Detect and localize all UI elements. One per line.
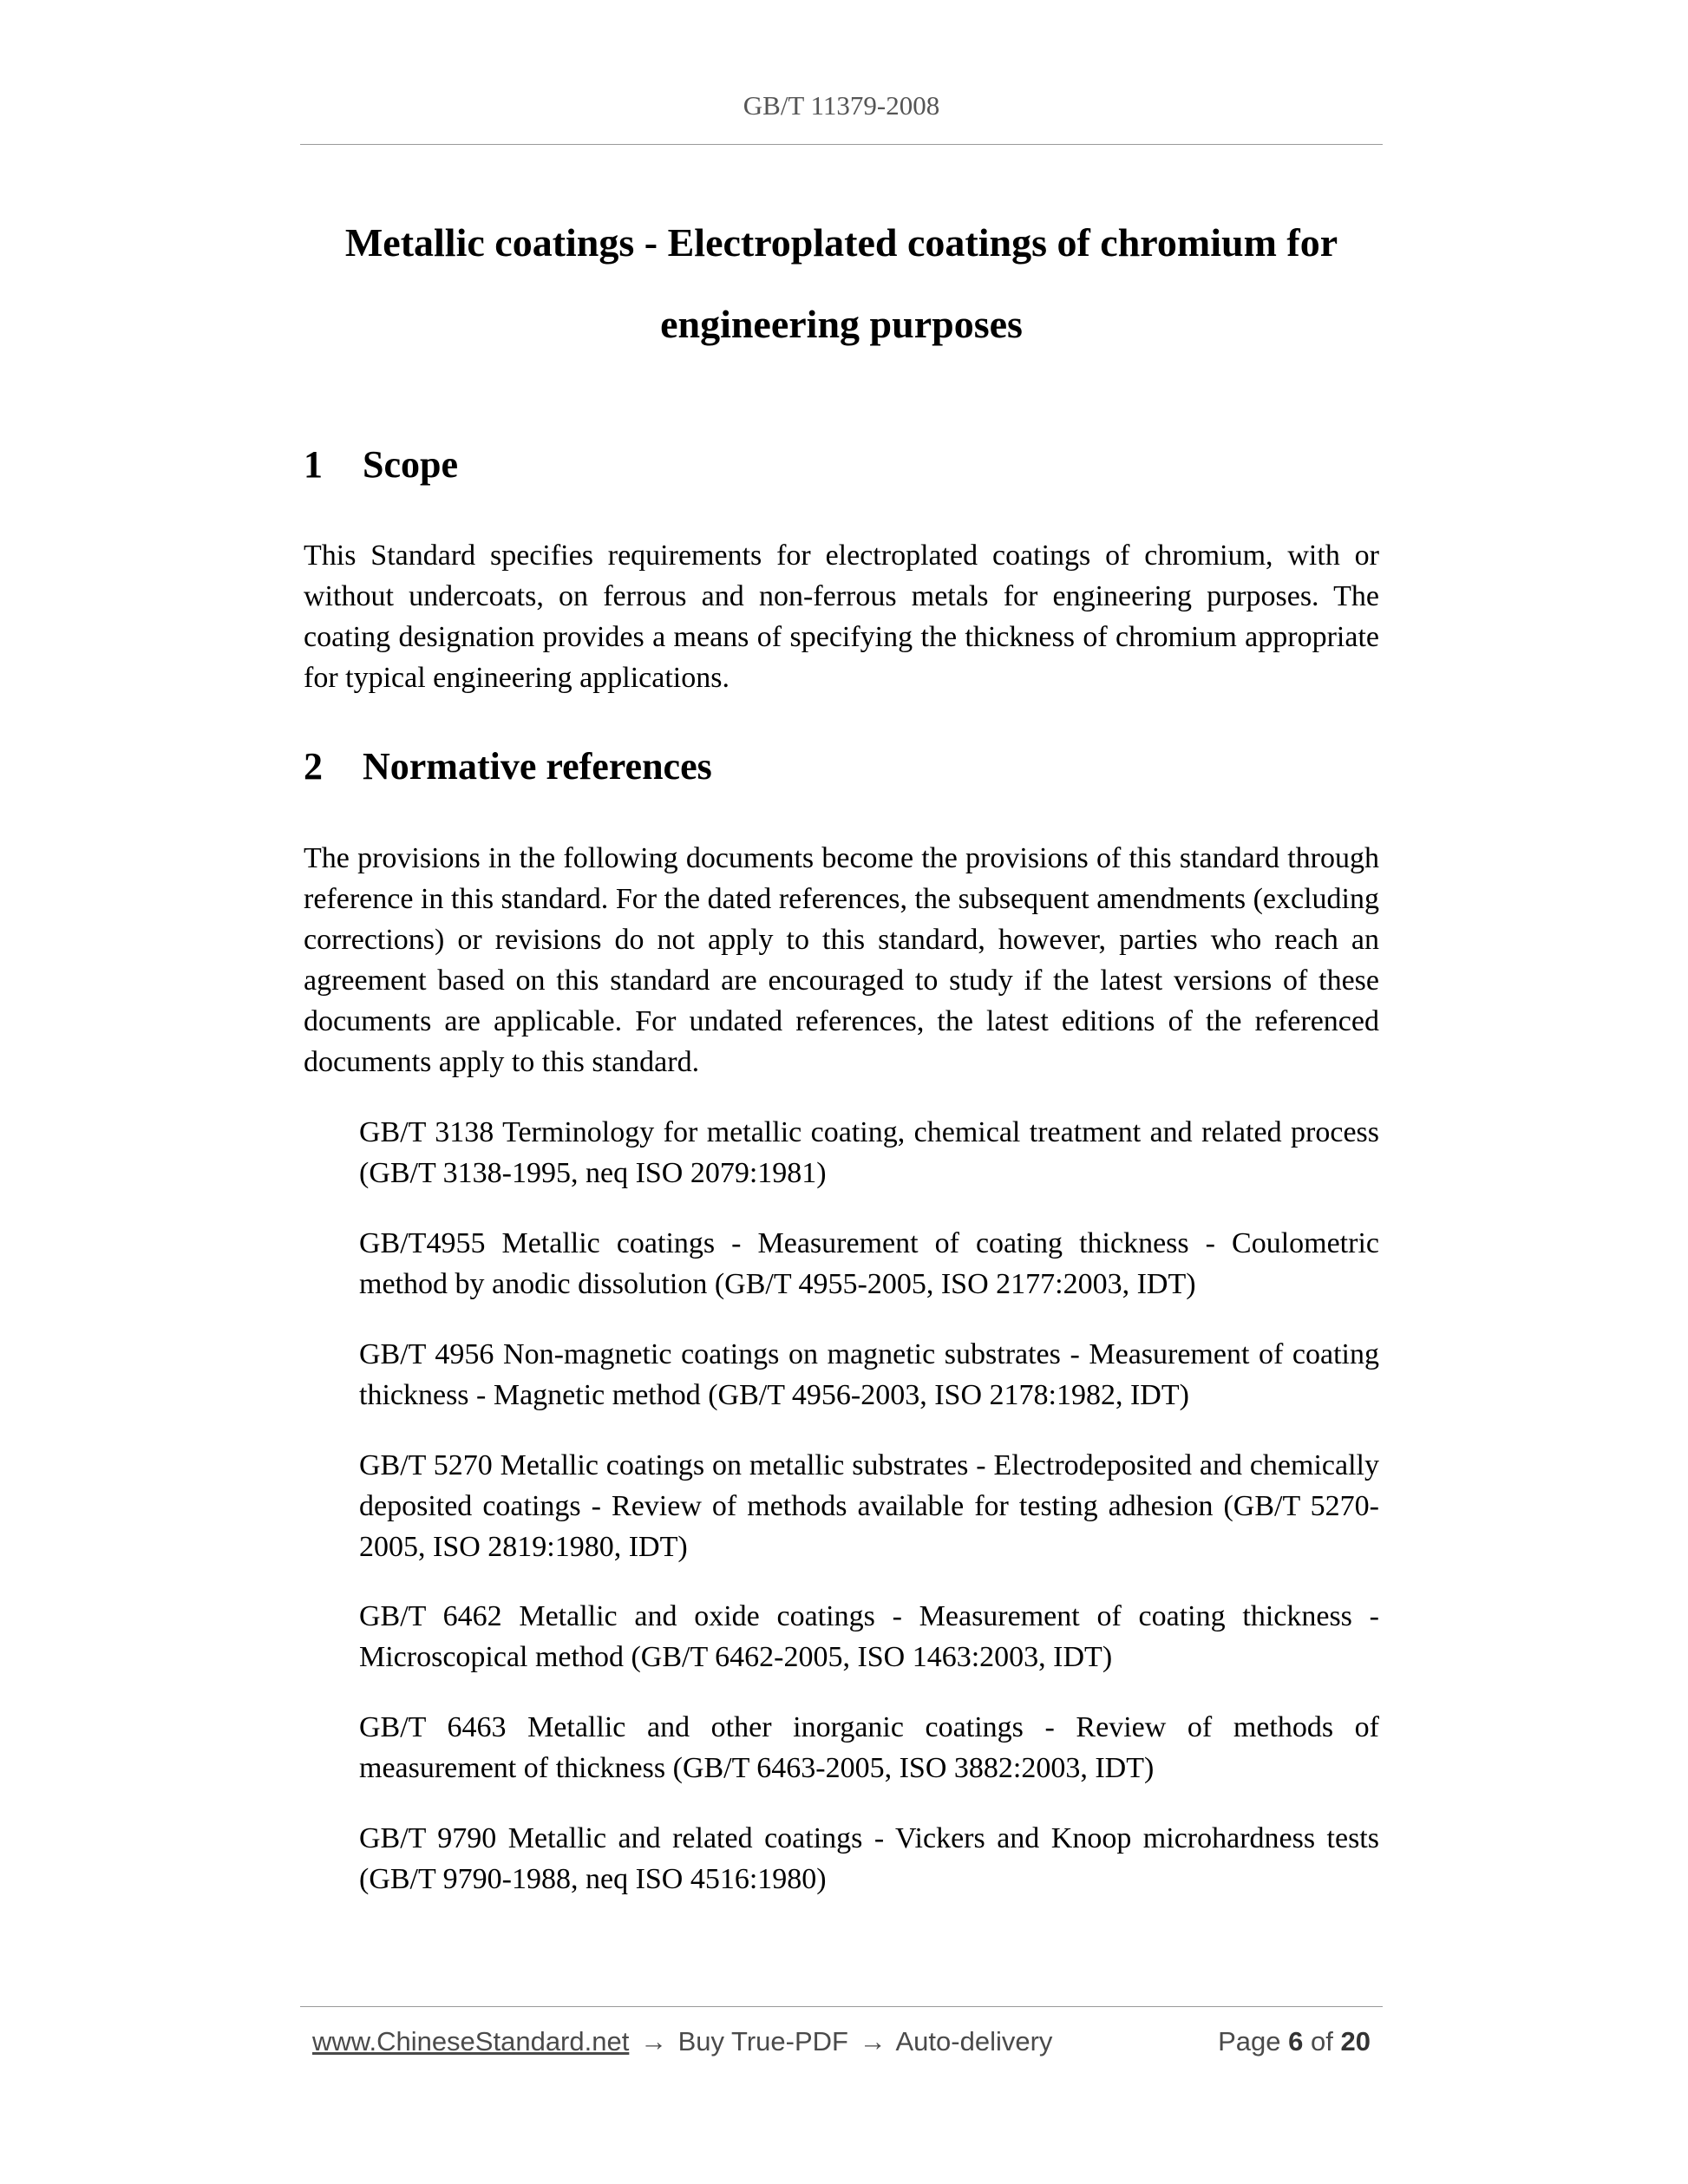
section-number: 1 [304,443,323,486]
reference-item: GB/T 3138 Terminology for metallic coating, chemical treatment and related process (GB/T 3138-1995, neq ISO 2079:1981) [359,1116,1379,1189]
normative-references-paragraph: The provisions in the following documents become the provisions of this standard through reference in this standard. For the dated references, the subsequent amendments (excluding corrections) or revisions do not apply to this standard, however, parties who reach an agreement based on this standard are encouraged to study if the latest versions of these documents are applicable. For undated references, the latest editions of the referenced documents apply to this standard. [304,842,1379,1078]
auto-delivery-text: Auto-delivery [895,2026,1053,2056]
document-title-line-2: engineering purposes [660,302,1023,346]
page-of-label: of [1311,2026,1333,2056]
reference-item: GB/T 9790 Metallic and related coatings - Vickers and Knoop microhardness tests (GB/T 9790-1988, neq ISO 4516:1980) [359,1822,1379,1895]
running-header: GB/T 11379-2008 [743,90,940,121]
reference-item: GB/T4955 Metallic coatings - Measurement of coating thickness - Coulometric method by anodic dissolution (GB/T 4955-2005, ISO 2177:2003, IDT) [359,1227,1379,1300]
section-number: 2 [304,745,323,788]
page-total: 20 [1340,2026,1371,2056]
section-title: Scope [363,443,458,486]
reference-item: GB/T 4956 Non-magnetic coatings on magnetic substrates - Measurement of coating thickness - Magnetic method (GB/T 4956-2003, ISO 2178:1982, IDT) [359,1338,1379,1411]
reference-item: GB/T 6463 Metallic and other inorganic coatings - Review of methods of measurement of thickness (GB/T 6463-2005, ISO 3882:2003, IDT) [359,1711,1379,1784]
site-link[interactable]: www.ChineseStandard.net [312,2026,630,2056]
reference-item: GB/T 6462 Metallic and oxide coatings - Measurement of coating thickness - Microscopical method (GB/T 6462-2005, ISO 1463:2003, IDT) [359,1600,1379,1673]
section-heading-scope [304,441,458,489]
arrow-right-icon: → [859,2026,887,2056]
header-divider [300,144,1383,145]
document-title-line-1: Metallic coatings - Electroplated coatings of chromium for [344,220,1338,265]
buy-true-pdf-text: Buy True-PDF [677,2026,848,2056]
section-title: Normative references [363,745,712,788]
footer-divider [300,2006,1383,2007]
page-indicator [1218,2026,1371,2057]
scope-paragraph: This Standard specifies requirements for electroplated coatings of chromium, with or without undercoats, on ferrous and non-ferrous metals for engineering purposes. The coating designation provides a means of specifying the thickness of chromium appropriate for typical engineering applications. [304,539,1379,694]
page-label: Page [1218,2026,1281,2056]
document-title [300,202,1383,365]
arrow-right-icon: → [639,2026,667,2056]
page-footer [312,2026,1371,2057]
page-current: 6 [1288,2026,1304,2056]
reference-item: GB/T 5270 Metallic coatings on metallic substrates - Electrodeposited and chemically deposited coatings - Review of methods available for testing adhesion (GB/T 5270-2005, ISO 2819:1980, IDT) [359,1449,1379,1563]
section-heading-normative-references [304,742,712,791]
